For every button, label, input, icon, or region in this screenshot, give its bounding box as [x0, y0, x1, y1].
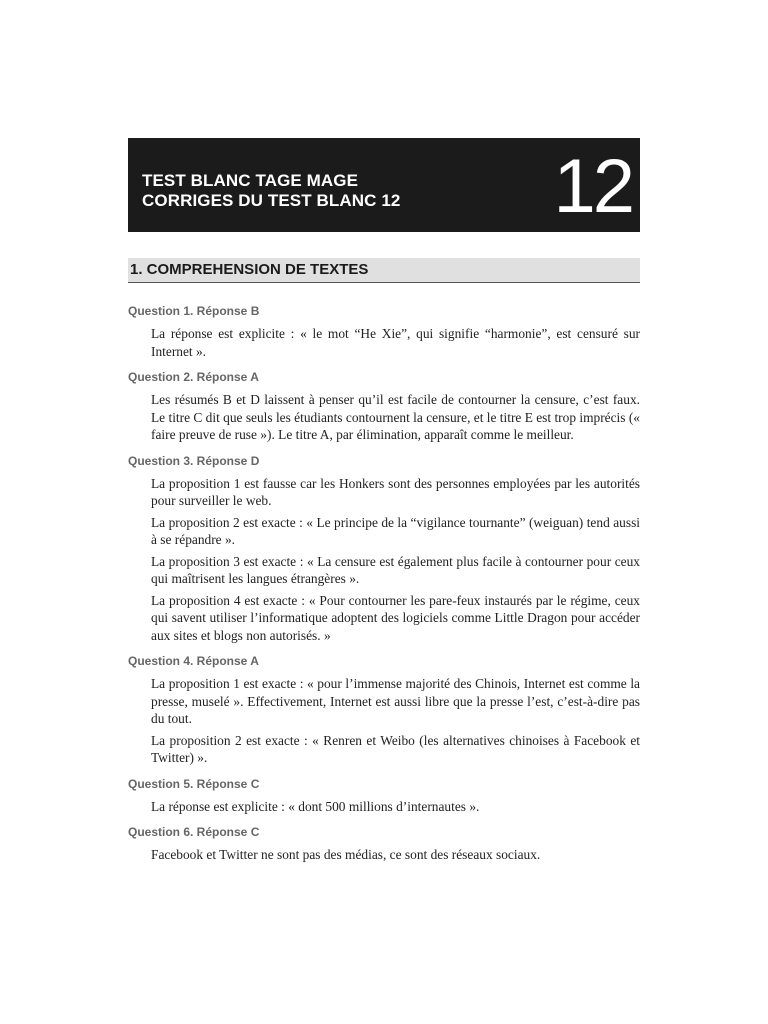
chapter-banner — [128, 138, 640, 232]
question-block — [128, 823, 640, 864]
answer-paragraph: La proposition 1 est fausse car les Honkers sont des personnes employées par les autorités pour surveiller le web. — [151, 475, 640, 508]
question-heading: Question 5. Réponse C — [128, 776, 260, 791]
section-title: 1. COMPREHENSION DE TEXTES — [130, 261, 369, 278]
answer-paragraph: La réponse est explicite : « dont 500 millions d’internautes ». — [151, 798, 480, 814]
banner-title: TEST BLANC TAGE MAGE — [142, 171, 359, 190]
answers-list — [128, 302, 640, 872]
answer-paragraph: La réponse est explicite : « le mot “He Xie”, qui signifie “harmonie”, est censuré sur Internet ». — [151, 326, 640, 359]
section-header — [128, 258, 640, 283]
question-block — [128, 302, 640, 360]
answer-paragraph: Les résumés B et D laissent à penser qu’il est facile de contourner la censure, c’est faux. Le titre C dit que seuls les étudiants contournent la censure, et le titre E est trop imprécis (« faire preuve de ruse »). Le titre A, par élimination, apparaît comme le meilleur. — [151, 392, 640, 442]
answer-paragraph: Facebook et Twitter ne sont pas des médias, ce sont des réseaux sociaux. — [151, 847, 541, 862]
question-heading: Question 3. Réponse D — [128, 453, 260, 468]
banner-subtitle: CORRIGES DU TEST BLANC 12 — [142, 191, 401, 210]
answer-paragraph: La proposition 1 est exacte : « pour l’immense majorité des Chinois, Internet est comme la presse, muselé ». Effectivement, Internet est aussi libre que la presse l’est, c’est-à-dire pas du tout. — [151, 676, 640, 726]
answer-paragraph: La proposition 3 est exacte : « La censure est également plus facile à contourner pour ceux qui maîtrisent les langues étrangères ». — [151, 553, 640, 586]
answer-paragraph: La proposition 2 est exacte : « Renren et Weibo (les alternatives chinoises à Facebook et Twitter) ». — [151, 732, 640, 765]
question-heading: Question 1. Réponse B — [128, 304, 260, 318]
question-block — [128, 775, 640, 816]
question-heading: Question 6. Réponse C — [128, 825, 260, 839]
question-block — [128, 368, 640, 444]
answer-paragraph: La proposition 4 est exacte : « Pour contourner les pare-feux instaurés par le régime, ceux qui savent utiliser l’informatique adoptent des logiciels comme Little Dragon pour accéder aux sites et blogs non autorisés. » — [151, 592, 640, 643]
chapter-number: 12 — [553, 144, 632, 229]
question-heading: Question 2. Réponse A — [128, 370, 259, 384]
question-heading: Question 4. Réponse A — [128, 654, 259, 668]
question-block — [128, 452, 640, 645]
answer-paragraph: La proposition 2 est exacte : « Le principe de la “vigilance tournante” (weiguan) tend aussi à se répandre ». — [151, 514, 640, 547]
question-block — [128, 652, 640, 767]
